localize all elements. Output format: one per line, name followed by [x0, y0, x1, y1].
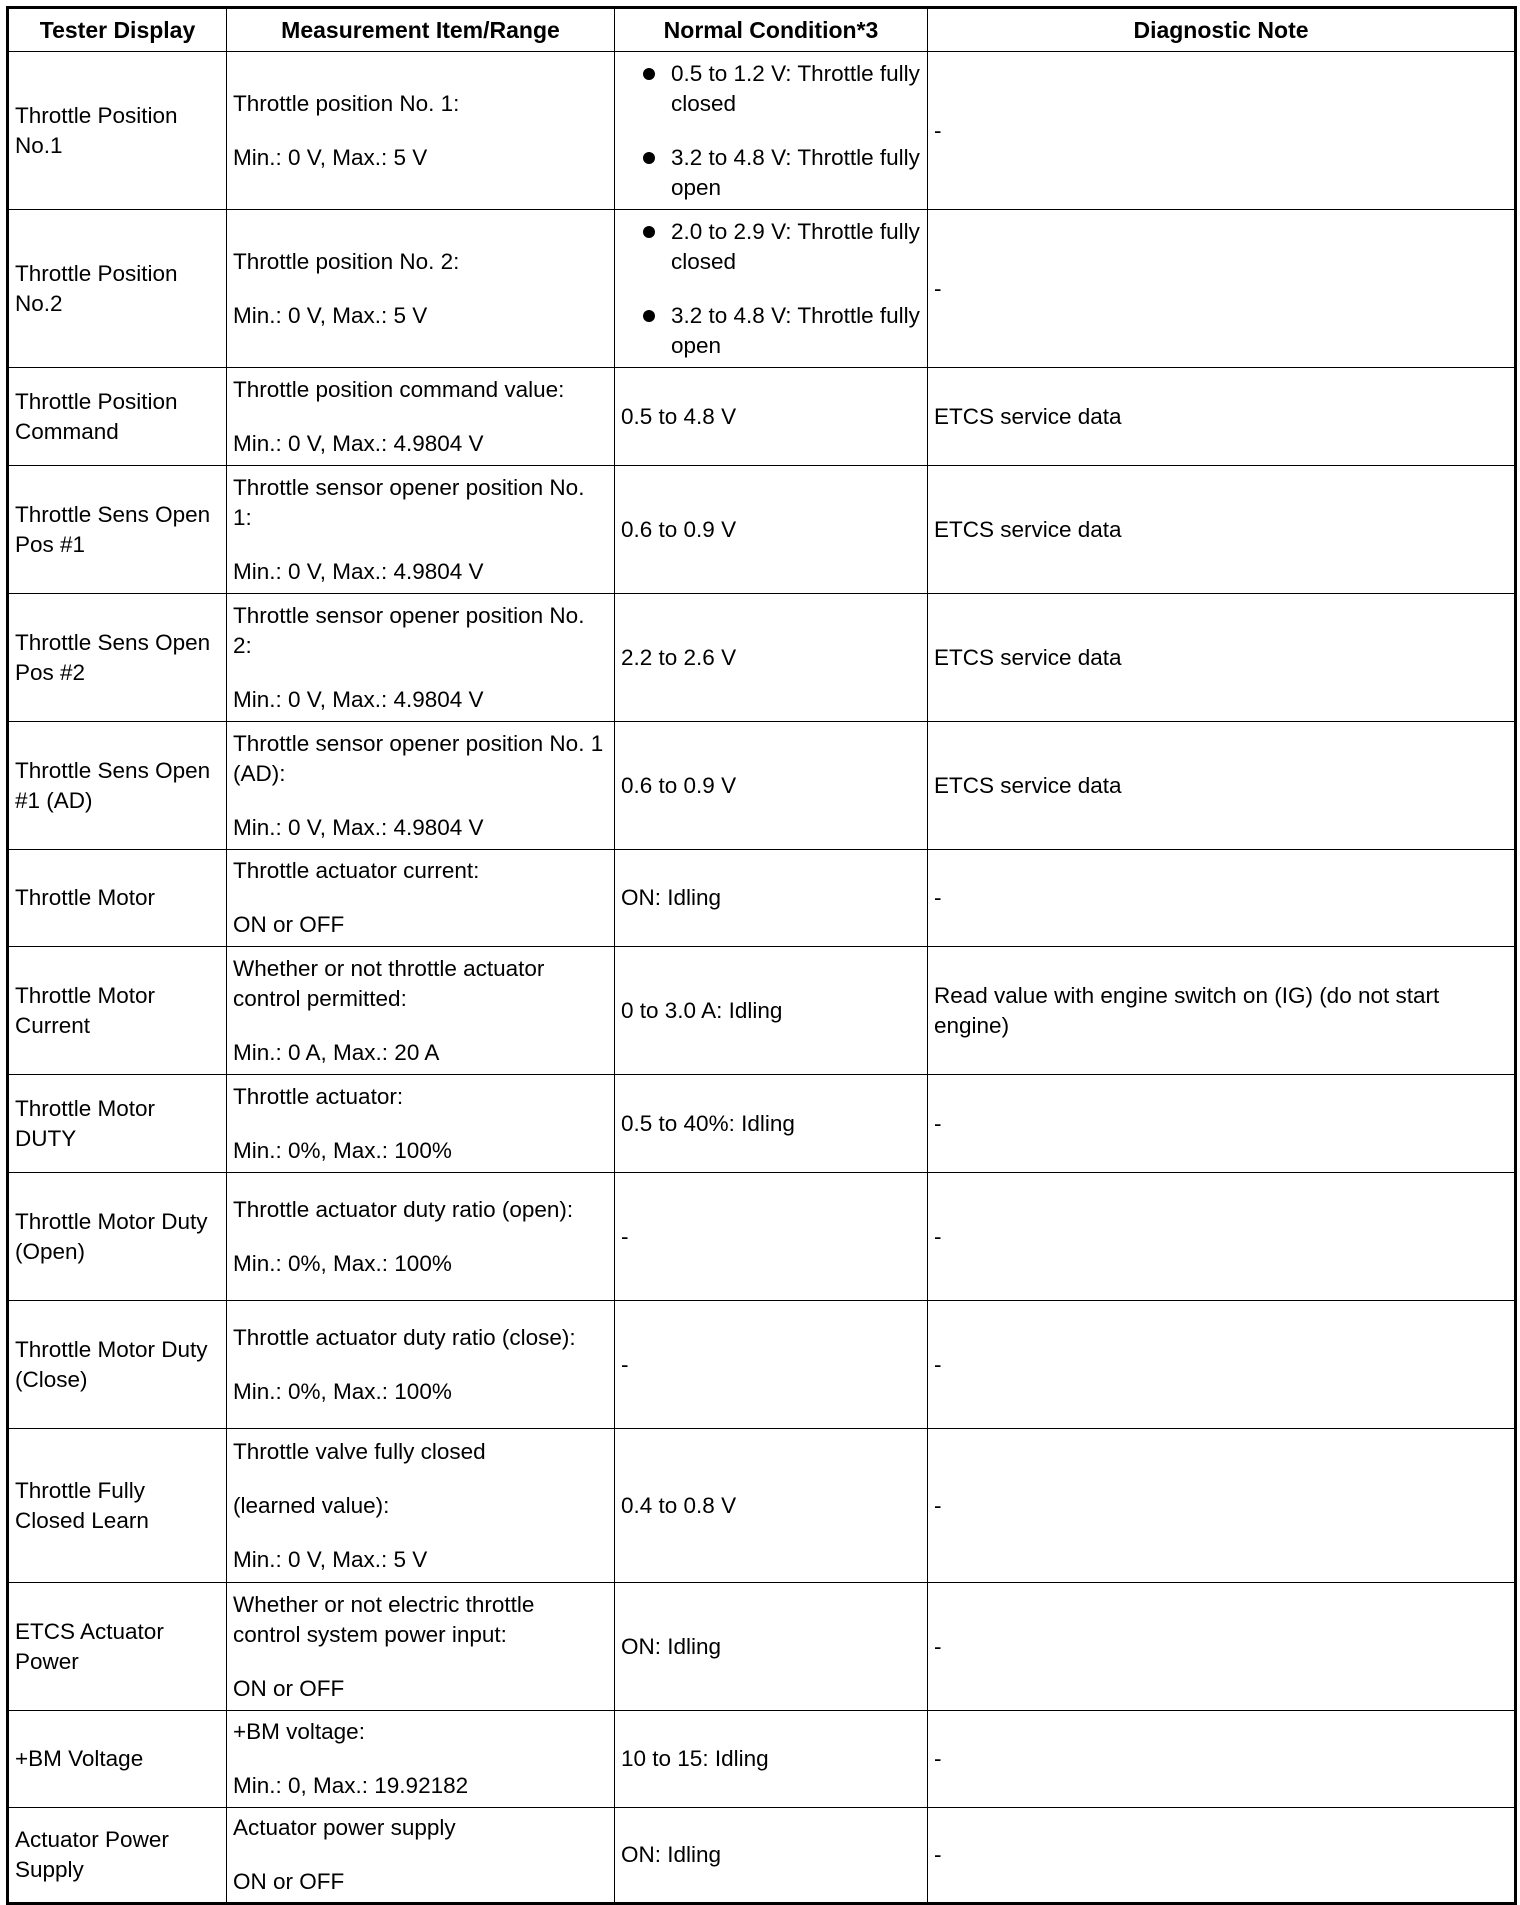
diagnostic-note-cell: - [928, 1583, 1516, 1711]
normal-condition-cell: - [615, 1173, 928, 1301]
diagnostic-note-cell: Read value with engine switch on (IG) (do not start engine) [928, 947, 1516, 1075]
measurement-line: Min.: 0 V, Max.: 5 V [233, 1546, 428, 1572]
normal-condition-cell: ON: Idling [615, 850, 928, 947]
measurement-line: Whether or not throttle actuator control permitted: [233, 955, 545, 1011]
tester-display-cell: Throttle Position Command [8, 368, 227, 466]
measurement-line: Min.: 0 V, Max.: 4.9804 V [233, 814, 484, 840]
tester-display-cell: Throttle Position No.1 [8, 52, 227, 210]
header-tester-display: Tester Display [8, 8, 227, 52]
measurement-cell [227, 594, 615, 722]
table-row [8, 850, 1516, 947]
table-row [8, 368, 1516, 466]
normal-condition-cell: 0 to 3.0 A: Idling [615, 947, 928, 1075]
diagnostic-note-cell: - [928, 210, 1516, 368]
measurement-line: Min.: 0, Max.: 19.92182 [233, 1773, 469, 1798]
table-row [8, 466, 1516, 594]
measurement-cell [227, 947, 615, 1075]
measurement-cell [227, 1075, 615, 1173]
tester-display-cell: Throttle Position No.2 [8, 210, 227, 368]
normal-condition-cell: - [615, 1301, 928, 1429]
measurement-line: Min.: 0 V, Max.: 5 V [233, 302, 428, 328]
measurement-line: Throttle actuator duty ratio (close): [233, 1324, 576, 1350]
header-measurement-item: Measurement Item/Range [227, 8, 615, 52]
bullet-item: 2.0 to 2.9 V: Throttle fully closed [643, 217, 921, 277]
tester-display-cell: Throttle Motor Duty (Open) [8, 1173, 227, 1301]
diagnostic-note-cell: - [928, 850, 1516, 947]
table-row [8, 1075, 1516, 1173]
measurement-line: Min.: 0 V, Max.: 4.9804 V [233, 430, 484, 456]
measurement-line: Throttle sensor opener position No. 1 (AD): [233, 730, 604, 786]
tester-display-cell: Throttle Sens Open #1 (AD) [8, 722, 227, 850]
data-list-table [6, 6, 1517, 1905]
table-row [8, 1711, 1516, 1808]
measurement-cell [227, 368, 615, 466]
normal-condition-cell: 0.5 to 40%: Idling [615, 1075, 928, 1173]
tester-display-cell: Throttle Motor Duty (Close) [8, 1301, 227, 1429]
measurement-cell [227, 1808, 615, 1904]
diagnostic-note-cell: - [928, 1429, 1516, 1583]
tester-display-cell: Throttle Sens Open Pos #1 [8, 466, 227, 594]
diagnostic-note-cell: ETCS service data [928, 722, 1516, 850]
measurement-cell [227, 722, 615, 850]
measurement-cell [227, 1711, 615, 1808]
measurement-line: Whether or not electric throttle control system power input: [233, 1591, 535, 1647]
tester-display-cell: Throttle Sens Open Pos #2 [8, 594, 227, 722]
measurement-line: Throttle actuator duty ratio (open): [233, 1196, 574, 1222]
diagnostic-note-cell: ETCS service data [928, 466, 1516, 594]
diagnostic-note-cell: - [928, 1173, 1516, 1301]
normal-condition-cell: 2.2 to 2.6 V [615, 594, 928, 722]
normal-condition-cell: 0.5 to 4.8 V [615, 368, 928, 466]
normal-condition-cell: ON: Idling [615, 1808, 928, 1904]
tester-display-cell: ETCS Actuator Power [8, 1583, 227, 1711]
table-row [8, 1429, 1516, 1583]
normal-condition-cell: 10 to 15: Idling [615, 1711, 928, 1808]
tester-display-cell: Throttle Motor Current [8, 947, 227, 1075]
normal-condition-cell: 0.4 to 0.8 V [615, 1429, 928, 1583]
bullet-item: 3.2 to 4.8 V: Throttle fully open [643, 301, 921, 361]
measurement-line: Throttle sensor opener position No. 1: [233, 474, 585, 530]
measurement-cell [227, 1173, 615, 1301]
measurement-line: ON or OFF [233, 1675, 345, 1701]
table-row [8, 210, 1516, 368]
normal-condition-cell: ON: Idling [615, 1583, 928, 1711]
measurement-line: Min.: 0%, Max.: 100% [233, 1378, 452, 1404]
tester-display-cell: Actuator Power Supply [8, 1808, 227, 1904]
measurement-line: (learned value): [233, 1492, 390, 1518]
table-row [8, 594, 1516, 722]
measurement-line: Min.: 0 V, Max.: 4.9804 V [233, 686, 484, 712]
bullet-item: 3.2 to 4.8 V: Throttle fully open [643, 143, 921, 203]
diagnostic-note-cell: - [928, 1808, 1516, 1904]
diagnostic-note-cell: - [928, 1711, 1516, 1808]
tester-display-cell: +BM Voltage [8, 1711, 227, 1808]
tester-display-cell: Throttle Fully Closed Learn [8, 1429, 227, 1583]
measurement-line: Throttle position No. 2: [233, 248, 460, 274]
tester-display-cell: Throttle Motor DUTY [8, 1075, 227, 1173]
header-normal-condition: Normal Condition*3 [615, 8, 928, 52]
normal-condition-list [621, 217, 921, 361]
diagnostic-note-cell: ETCS service data [928, 594, 1516, 722]
measurement-line: Throttle actuator: [233, 1083, 404, 1109]
table-row [8, 1583, 1516, 1711]
measurement-line: Min.: 0%, Max.: 100% [233, 1137, 452, 1163]
measurement-line: Throttle actuator current: [233, 858, 480, 883]
diagnostic-note-cell: ETCS service data [928, 368, 1516, 466]
measurement-line: Throttle sensor opener position No. 2: [233, 602, 585, 658]
normal-condition-cell [615, 210, 928, 368]
measurement-line: Throttle valve fully closed [233, 1438, 486, 1464]
measurement-line: Throttle position command value: [233, 376, 565, 402]
table-row [8, 947, 1516, 1075]
diagnostic-note-cell: - [928, 1075, 1516, 1173]
header-row [8, 8, 1516, 52]
normal-condition-cell: 0.6 to 0.9 V [615, 722, 928, 850]
measurement-line: Min.: 0 V, Max.: 5 V [233, 144, 428, 170]
measurement-cell [227, 1583, 615, 1711]
measurement-line: Throttle position No. 1: [233, 90, 460, 116]
measurement-cell [227, 1301, 615, 1429]
measurement-line: Min.: 0%, Max.: 100% [233, 1250, 452, 1276]
header-diagnostic-note: Diagnostic Note [928, 8, 1516, 52]
measurement-cell [227, 1429, 615, 1583]
measurement-cell [227, 850, 615, 947]
diagnostic-note-cell: - [928, 52, 1516, 210]
normal-condition-list [621, 59, 921, 203]
measurement-line: Min.: 0 A, Max.: 20 A [233, 1039, 440, 1065]
measurement-line: Actuator power supply [233, 1815, 456, 1840]
tester-display-cell: Throttle Motor [8, 850, 227, 947]
diagnostic-note-cell: - [928, 1301, 1516, 1429]
measurement-cell [227, 466, 615, 594]
measurement-line: ON or OFF [233, 912, 345, 937]
measurement-line: ON or OFF [233, 1869, 345, 1894]
measurement-line: +BM voltage: [233, 1719, 365, 1744]
table-row [8, 1301, 1516, 1429]
normal-condition-cell [615, 52, 928, 210]
table-row [8, 52, 1516, 210]
table-row [8, 1173, 1516, 1301]
measurement-cell [227, 52, 615, 210]
table-row [8, 1808, 1516, 1904]
normal-condition-cell: 0.6 to 0.9 V [615, 466, 928, 594]
bullet-item: 0.5 to 1.2 V: Throttle fully closed [643, 59, 921, 119]
measurement-line: Min.: 0 V, Max.: 4.9804 V [233, 558, 484, 584]
table-row [8, 722, 1516, 850]
measurement-cell [227, 210, 615, 368]
